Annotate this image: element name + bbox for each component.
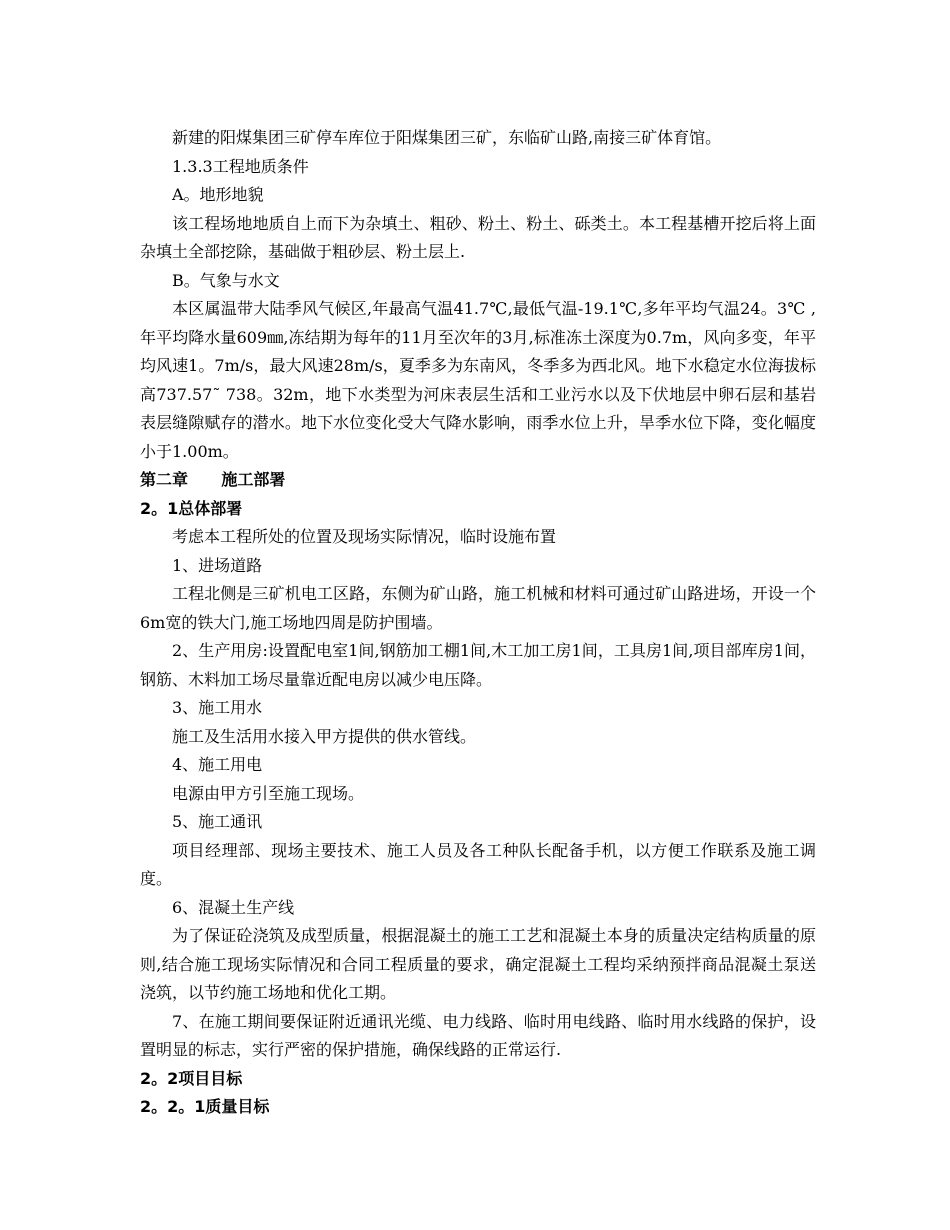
subsection-geology-heading: 1.3.3工程地质条件 bbox=[172, 156, 309, 176]
section-heading-2-1: 2。1总体部署 bbox=[140, 498, 243, 518]
section-heading-2-2-1: 2。2。1质量目标 bbox=[140, 1097, 270, 1116]
item-power-heading: 4、施工用电 bbox=[172, 755, 263, 774]
paragraph-location: 新建的阳煤集团三矿停车库位于阳煤集团三矿，东临矿山路,南接三矿体育馆。 bbox=[172, 128, 722, 147]
document-body bbox=[140, 124, 816, 1122]
item-water-heading: 3、施工用水 bbox=[172, 698, 263, 717]
item-concrete-heading: 6、混凝土生产线 bbox=[172, 897, 295, 917]
paragraph-layout-intro: 考虑本工程所处的位置及现场实际情况，临时设施布置 bbox=[172, 527, 557, 546]
paragraph-water: 施工及生活用水接入甲方提供的供水管线。 bbox=[172, 726, 477, 746]
paragraph-communication: 项目经理部、现场主要技术、施工人员及各工种队长配备手机，以方便工作联系及施工调度。 bbox=[140, 840, 816, 888]
item-terrain-heading: A。地形地貌 bbox=[172, 185, 264, 204]
chapter-title: 第二章 施工部署 bbox=[140, 470, 286, 489]
item-climate-heading: B。气象与水文 bbox=[172, 270, 280, 290]
paragraph-climate: 本区属温带大陆季风气候区,年最高气温41.7℃,最低气温-19.1℃,多年平均气温24。3℃ ,年平均降水量609㎜,冻结期为每年的11月至次年的3月,标准冻土深度为0.7m，风向多变，年平均风速1。7m/s，最大风速28m/s，夏季多为东南风，冬季多为西北风。地下水稳定水位海拔标高737.57˜ 738。32m，地下水类型为河床表层生活和工业污水以及下伏地层中卵石层和基岩表层缝隙赋存的潜水。地下水位变化受大气降水影响，雨季水位上升，旱季水位下降，变化幅度小于1.00m。 bbox=[140, 299, 816, 461]
paragraph-terrain: 该工程场地地质自上而下为杂填土、粗砂、粉土、粉土、砾类土。本工程基槽开挖后将上面杂填土全部挖除，基础做于粗砂层、粉土层上. bbox=[140, 213, 816, 261]
item-access-road-heading: 1、进场道路 bbox=[172, 555, 263, 575]
paragraph-concrete: 为了保证砼浇筑及成型质量，根据混凝土的施工工艺和混凝土本身的质量决定结构质量的原则,结合施工现场实际情况和合同工程质量的要求，确定混凝土工程均采纳预拌商品混凝土泵送浇筑，以节约施工场地和优化工期。 bbox=[140, 926, 816, 1002]
paragraph-access-road: 工程北侧是三矿机电工区路，东侧为矿山路，施工机械和材料可通过矿山路进场，开设一个6m宽的铁大门,施工场地四周是防护围墙。 bbox=[140, 584, 816, 632]
paragraph-protection: 7、在施工期间要保证附近通讯光缆、电力线路、临时用电线路、临时用水线路的保护，设置明显的标志，实行严密的保护措施，确保线路的正常运行. bbox=[140, 1011, 816, 1059]
paragraph-power: 电源由甲方引至施工现场。 bbox=[172, 783, 365, 803]
paragraph-production-rooms: 2、生产用房:设置配电室1间,钢筋加工棚1间,木工加工房1间，工具房1间,项目部库房1间，钢筋、木料加工场尽量靠近配电房以减少电压降。 bbox=[140, 641, 816, 689]
section-heading-2-2: 2。2项目目标 bbox=[140, 1068, 243, 1088]
item-communication-heading: 5、施工通讯 bbox=[172, 812, 263, 831]
